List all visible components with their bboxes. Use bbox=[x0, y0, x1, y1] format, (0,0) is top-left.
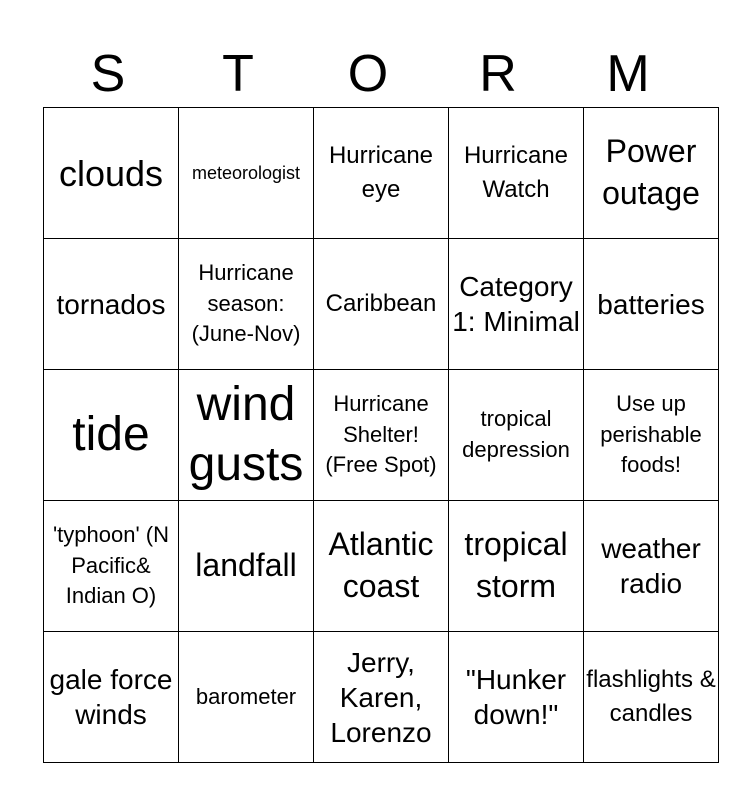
bingo-cell[interactable]: tropical storm bbox=[449, 501, 584, 632]
board-row bbox=[44, 108, 719, 239]
bingo-cell[interactable]: weather radio bbox=[584, 501, 719, 632]
board-row bbox=[44, 501, 719, 632]
bingo-cell[interactable]: flashlights & candles bbox=[584, 632, 719, 763]
header-letter-m: M bbox=[606, 45, 650, 103]
bingo-cell[interactable]: Hurricane Watch bbox=[449, 108, 584, 239]
bingo-cell[interactable]: clouds bbox=[44, 108, 179, 239]
board-row bbox=[44, 370, 719, 501]
bingo-cell[interactable]: Power outage bbox=[584, 108, 719, 239]
bingo-cell[interactable]: Jerry, Karen, Lorenzo bbox=[314, 632, 449, 763]
bingo-cell[interactable]: "Hunker down!" bbox=[449, 632, 584, 763]
bingo-cell[interactable]: Use up perishable foods! bbox=[584, 370, 719, 501]
bingo-cell[interactable]: tide bbox=[44, 370, 179, 501]
header-letter-t: T bbox=[222, 45, 254, 103]
bingo-cell[interactable]: meteorologist bbox=[179, 108, 314, 239]
bingo-cell[interactable]: landfall bbox=[179, 501, 314, 632]
board-row bbox=[44, 632, 719, 763]
bingo-cell[interactable]: barometer bbox=[179, 632, 314, 763]
bingo-board bbox=[43, 107, 719, 763]
board-row bbox=[44, 239, 719, 370]
bingo-cell[interactable]: batteries bbox=[584, 239, 719, 370]
bingo-cell[interactable]: Caribbean bbox=[314, 239, 449, 370]
header-letter-r: R bbox=[479, 45, 517, 103]
bingo-header bbox=[43, 42, 693, 106]
bingo-cell[interactable]: Hurricane eye bbox=[314, 108, 449, 239]
bingo-cell[interactable]: 'typhoon' (N Pacific& Indian O) bbox=[44, 501, 179, 632]
bingo-cell[interactable]: tornados bbox=[44, 239, 179, 370]
bingo-cell[interactable]: Hurricane Shelter! (Free Spot) bbox=[314, 370, 449, 501]
bingo-cell[interactable]: gale force winds bbox=[44, 632, 179, 763]
header-letter-o: O bbox=[347, 45, 389, 103]
bingo-cell[interactable]: Category 1: Minimal bbox=[449, 239, 584, 370]
header-letter-s: S bbox=[90, 45, 126, 103]
bingo-cell[interactable]: Atlantic coast bbox=[314, 501, 449, 632]
bingo-cell[interactable]: wind gusts bbox=[179, 370, 314, 501]
bingo-cell[interactable]: tropical depression bbox=[449, 370, 584, 501]
bingo-cell[interactable]: Hurricane season: (June-Nov) bbox=[179, 239, 314, 370]
